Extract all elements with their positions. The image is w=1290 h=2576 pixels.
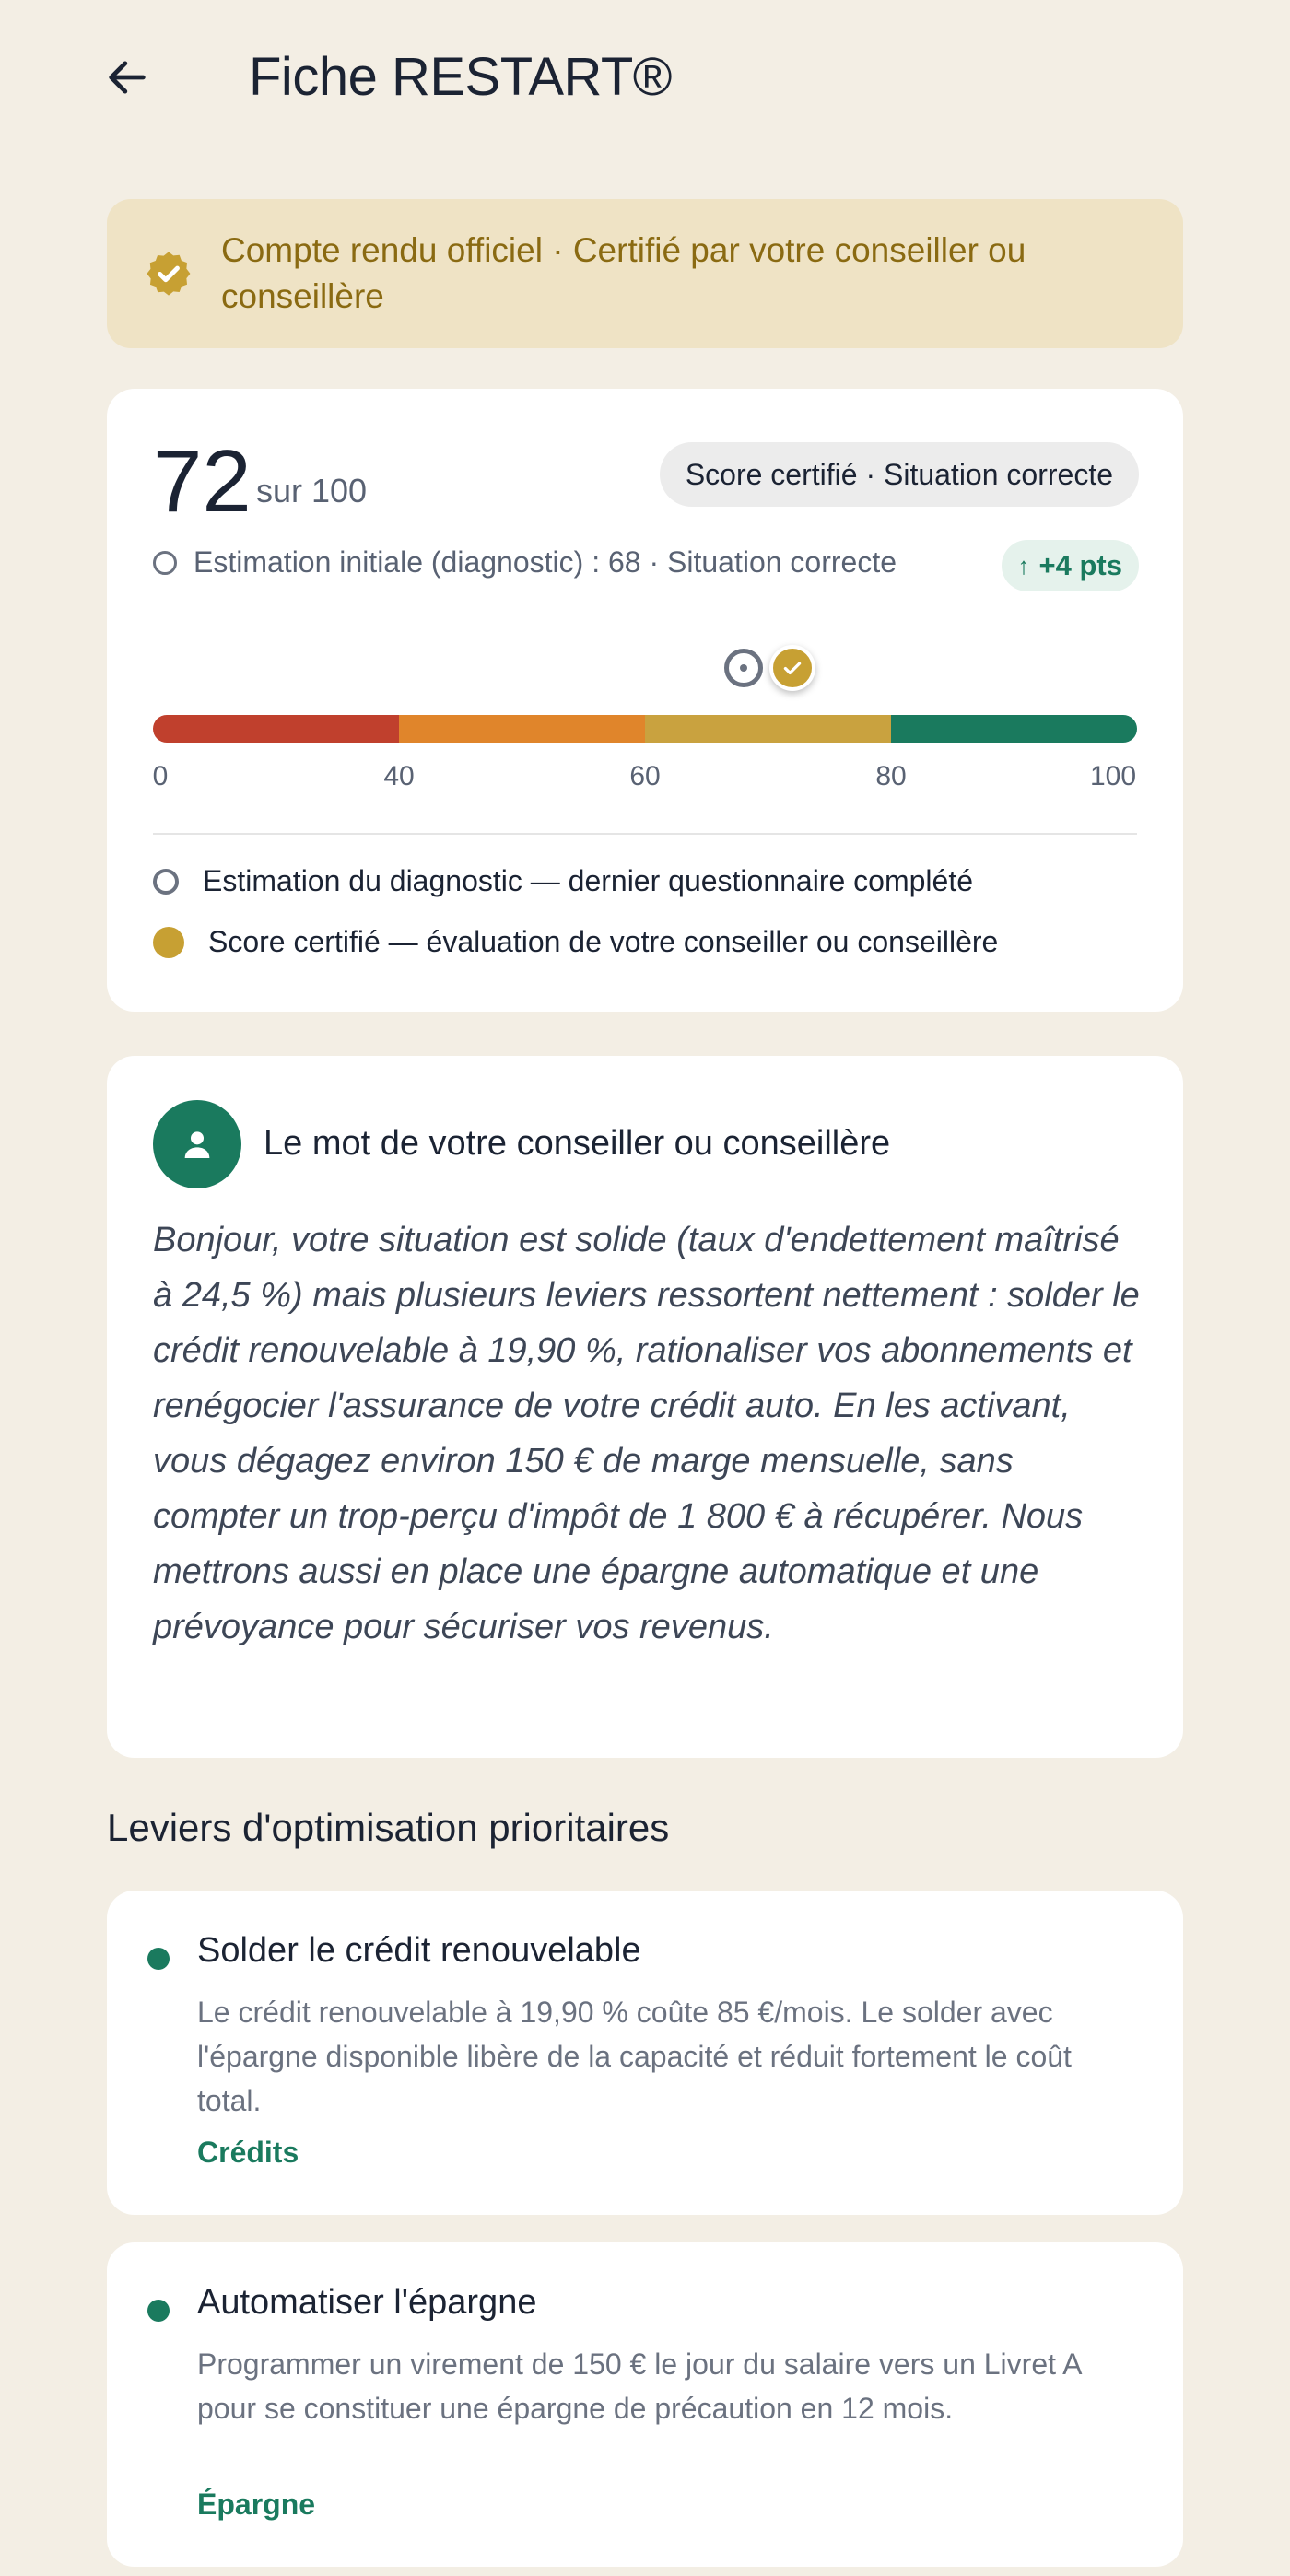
legend-estimate-label: Estimation du diagnostic — dernier questionnaire complété — [203, 864, 974, 897]
section-title: Leviers d'optimisation prioritaires — [107, 1806, 670, 1849]
scale-tick-label: 40 — [383, 761, 415, 791]
check-icon — [780, 656, 804, 680]
lever-title: Solder le crédit renouvelable — [197, 1931, 641, 1970]
bullet-dot-icon — [147, 1948, 170, 1970]
advisor-card — [107, 1056, 1183, 1758]
scale-segment — [645, 715, 891, 743]
certified-seal-icon — [144, 249, 194, 299]
lever-tag[interactable]: Épargne — [197, 2488, 316, 2521]
score-value: 72 — [153, 432, 252, 531]
page-title: Fiche RESTART® — [249, 47, 673, 107]
arrow-up-icon: ↑ — [1017, 551, 1030, 580]
delta-badge — [1002, 540, 1139, 591]
score-scale-bar — [153, 715, 1137, 743]
initial-estimate — [153, 545, 897, 580]
scale-tick-label: 100 — [1089, 761, 1137, 791]
lever-description: Le crédit renouvelable à 19,90 % coûte 85 €/mois. Le solder avec l'épargne disponible libère de la capacité et réduit fortement le coût total. — [197, 1996, 1072, 2117]
scale-segment — [399, 715, 645, 743]
back-button[interactable] — [98, 48, 157, 107]
legend-certified — [153, 925, 998, 959]
lever-tag[interactable]: Crédits — [197, 2136, 299, 2169]
bullet-dot-icon — [147, 2300, 170, 2322]
header — [0, 0, 1290, 157]
avatar — [153, 1100, 241, 1188]
advisor-title: Le mot de votre conseiller ou conseillère — [264, 1124, 891, 1163]
estimate-marker — [724, 649, 763, 687]
score-out-of: sur 100 — [256, 472, 368, 509]
lever-card[interactable] — [107, 1891, 1183, 2215]
lever-title: Automatiser l'épargne — [197, 2283, 537, 2322]
scale-segment — [891, 715, 1137, 743]
certified-marker — [769, 645, 815, 691]
user-avatar-icon — [179, 1126, 216, 1163]
scale-tick-label: 80 — [875, 761, 907, 791]
score-status-badge: Score certifié · Situation correcte — [660, 442, 1139, 507]
scale-segment — [153, 715, 399, 743]
lever-card[interactable] — [107, 2242, 1183, 2567]
scale-tick-label: 0 — [152, 761, 169, 791]
legend-certified-label: Score certifié — évaluation de votre conseiller ou conseillère — [208, 925, 999, 958]
initial-estimate-text: Estimation initiale (diagnostic) : 68 · Situation correcte — [194, 545, 897, 579]
divider — [153, 833, 1137, 835]
certified-dot-icon — [153, 927, 184, 958]
banner-text: Compte rendu officiel · Certifié par votre conseiller ou conseillère — [221, 231, 1026, 315]
advisor-message: Bonjour, votre situation est solide (taux d'endettement maîtrisé à 24,5 %) mais plusieurs leviers ressortent nettement : solder le crédit renouvelable à 19,90 %, rationaliser vos abonnements et renégocier l'assurance de votre crédit auto. En les activant, vous dégagez environ 150 € de marge mensuelle, sans compter un trop-perçu d'impôt de 1 800 € à récupérer. Nous mettrons aussi en place une épargne automatique et une prévoyance pour sécuriser vos revenus. — [153, 1221, 1140, 1646]
arrow-left-icon — [103, 53, 151, 101]
legend-estimate — [153, 864, 973, 898]
estimate-ring-icon — [153, 551, 177, 575]
lever-description: Programmer un virement de 150 € le jour du salaire vers un Livret A pour se constituer une épargne de précaution en 12 mois. — [197, 2348, 1081, 2425]
certified-banner — [107, 199, 1183, 348]
scale-tick-label: 60 — [629, 761, 661, 791]
score-card — [107, 389, 1183, 1012]
delta-value: +4 pts — [1038, 549, 1122, 581]
estimate-ring-icon — [153, 869, 179, 895]
